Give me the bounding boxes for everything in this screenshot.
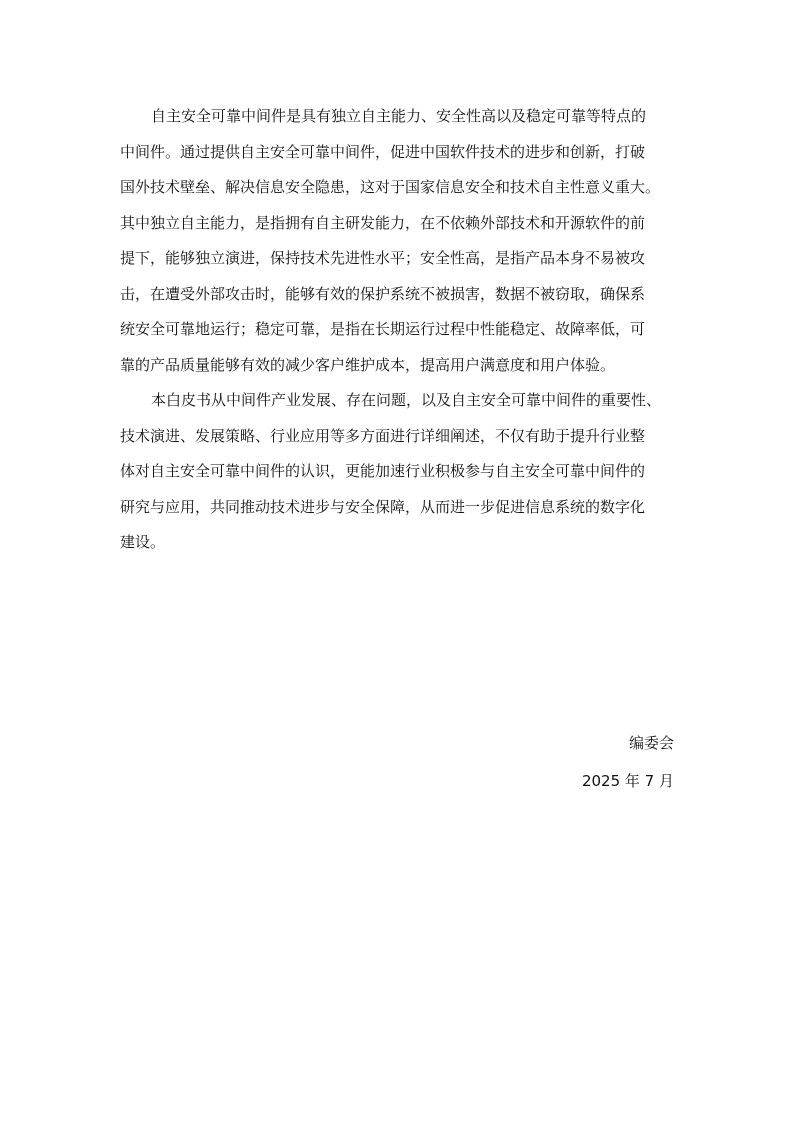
paragraph-scope: 本白皮书从中间件产业发展、存在问题，以及自主安全可靠中间件的重要性、 技术演进、发展策略、行业应用等多方面进行详细阐述，不仅有助于提升行业整 体对自主安全可靠中间件的认识，更能加速行业积极参与自主安全可靠中间件的 研究与应用，共同推动技术进步与安全保障，从而进一步促进信息系统的数字化 建设。 xyxy=(120,391,662,551)
signature-date: 2025 年 7 月 xyxy=(581,772,674,790)
signature-block xyxy=(582,729,674,805)
paragraph-intro: 自主安全可靠中间件是具有独立自主能力、安全性高以及稳定可靠等特点的 中间件。通过提供自主安全可靠中间件，促进中国软件技术的进步和创新，打破 国外技术壁垒、解决信息安全隐患，这对于国家信息安全和技术自主性意义重大。 其中独立自主能力，是指拥有自主研发能力，在不依赖外部技术和开源软件的前 提下，能够独立演进，保持技术先进性水平；安全性高，是指产品本身不易被攻 击，在遭受外部攻击时，能够有效的保护系统不被损害，数据不被窃取，确保系 统安全可靠地运行；稳定可靠，是指在长期运行过程中性能稳定、故障率低，可 靠的产品质量能够有效的减少客户维护成本，提高用户满意度和用户体验。 xyxy=(120,107,661,374)
document-body xyxy=(120,99,676,561)
signature-author: 编委会 xyxy=(628,734,674,752)
